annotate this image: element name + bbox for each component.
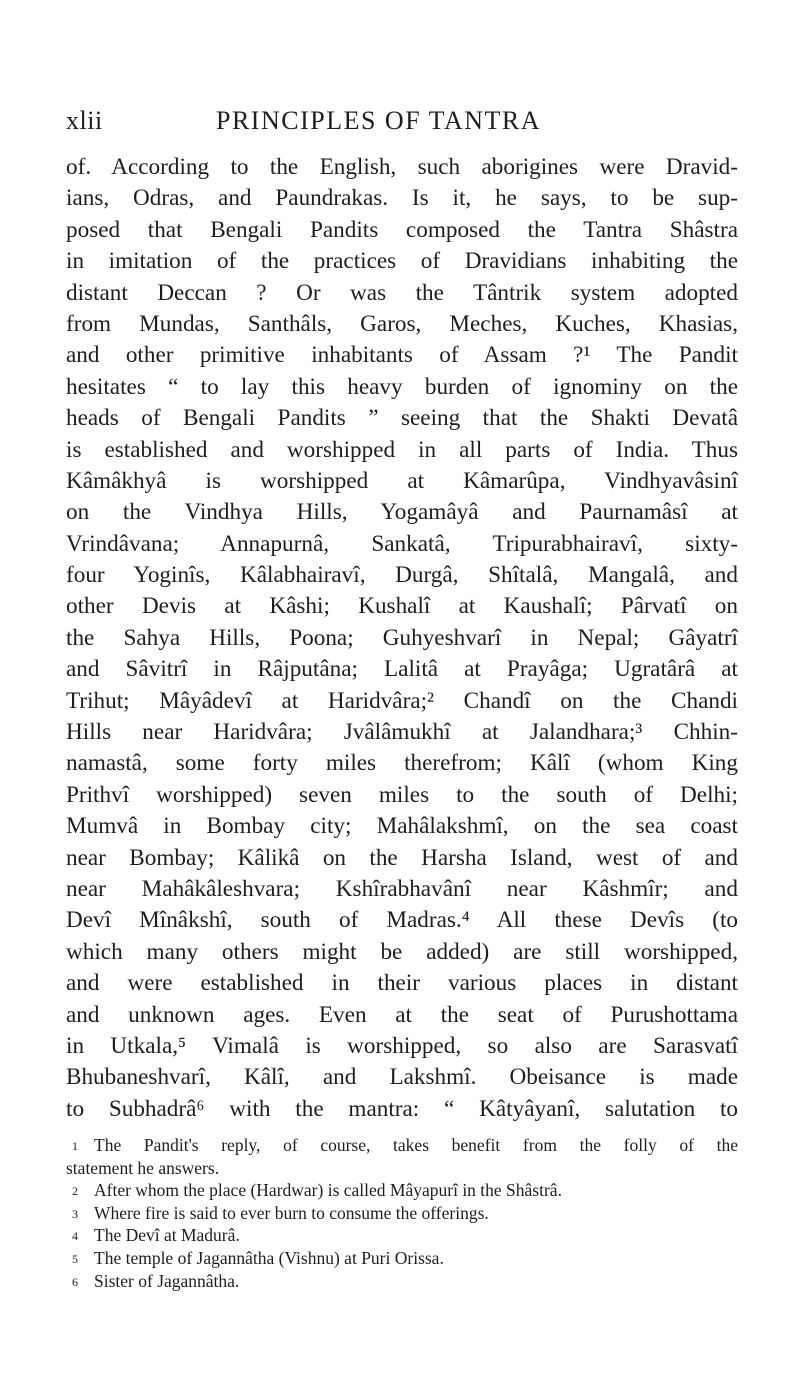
text-line: Devî Mînâkshî, south of Madras.⁴ All these Devîs (to	[66, 907, 738, 934]
text-line: namastâ, some forty miles therefrom; Kâlî (whom King	[66, 750, 738, 777]
text-line: which many others might be added) are still worshipped,	[66, 938, 738, 965]
footnote	[66, 1224, 738, 1247]
text-line: near Mahâkâleshvara; Kshîrabhavânî near Kâshmîr; and	[66, 875, 738, 902]
footnote-text: Where fire is said to ever burn to consume the offerings.	[94, 1202, 489, 1223]
text-line: and unknown ages. Even at the seat of Purushottama	[66, 1001, 738, 1028]
text-line: heads of Bengali Pandits ” seeing that the Shakti Devatâ	[66, 405, 738, 432]
text-line: Mumvâ in Bombay city; Mahâlakshmî, on the sea coast	[66, 813, 738, 840]
footnotes	[66, 1134, 738, 1292]
text-line: ians, Odras, and Paundrakas. Is it, he says, to be sup-	[66, 185, 738, 212]
text-line: Trihut; Mâyâdevî at Haridvâra;² Chandî on the Chandi	[66, 687, 738, 714]
footnote-marker: 3	[72, 1206, 78, 1221]
footnote	[66, 1179, 738, 1202]
text-line: four Yoginîs, Kâlabhairavî, Durgâ, Shîtalâ, Mangalâ, and	[66, 562, 738, 589]
text-line: from Mundas, Santhâls, Garos, Meches, Kuches, Khasias,	[66, 310, 738, 337]
text-line: and other primitive inhabitants of Assam ?¹ The Pandit	[66, 342, 738, 369]
footnote	[66, 1202, 738, 1225]
text-line: hesitates “ to lay this heavy burden of ignominy on the	[66, 373, 738, 400]
text-line: the Sahya Hills, Poona; Guhyeshvarî in Nepal; Gâyatrî	[66, 624, 738, 651]
text-line: posed that Bengali Pandits composed the Tantra Shâstra	[66, 216, 738, 243]
text-line: distant Deccan ? Or was the Tântrik system adopted	[66, 279, 738, 306]
footnote	[66, 1247, 738, 1270]
footnote-marker: 4	[72, 1229, 78, 1244]
text-line: of. According to the English, such aborigines were Dravid-	[66, 154, 738, 180]
text-line: near Bombay; Kâlikâ on the Harsha Island, west of and	[66, 844, 738, 871]
text-line: Prithvî worshipped) seven miles to the south of Delhi;	[66, 781, 738, 808]
page-number: xlii	[66, 106, 103, 135]
text-line: to Subhadrâ⁶ with the mantra: “ Kâtyâyanî, salutation to	[66, 1095, 738, 1122]
text-line: other Devis at Kâshi; Kushalî at Kaushalî; Pârvatî on	[66, 593, 738, 620]
text-line: on the Vindhya Hills, Yogamâyâ and Paurnamâsî at	[66, 499, 738, 526]
footnote-marker: 5	[72, 1251, 78, 1266]
footnote-marker: 1	[72, 1139, 78, 1153]
text-line: Hills near Haridvâra; Jvâlâmukhî at Jalandhara;³ Chhin-	[66, 719, 738, 746]
text-line: Bhubaneshvarî, Kâlî, and Lakshmî. Obeisance is made	[66, 1064, 738, 1091]
footnote-continuation: statement he answers.	[66, 1157, 220, 1178]
footnote	[66, 1270, 738, 1293]
text-line: in imitation of the practices of Dravidians inhabiting the	[66, 248, 738, 275]
footnote-text: The Devî at Madurâ.	[94, 1225, 240, 1246]
running-head	[66, 106, 741, 140]
body-text	[66, 152, 738, 1125]
text-line: in Utkala,⁵ Vimalâ is worshipped, so also are Sarasvatî	[66, 1032, 738, 1059]
footnote-marker: 2	[72, 1184, 78, 1199]
text-line: Vrindâvana; Annapurnâ, Sankatâ, Tripurabhairavî, sixty-	[66, 530, 738, 557]
footnote-text: The Pandit's reply, of course, takes benefit from the folly of the	[94, 1135, 738, 1155]
running-title: PRINCIPLES OF TANTRA	[216, 106, 542, 135]
text-line: and Sâvitrî in Râjputâna; Lalitâ at Prayâga; Ugratârâ at	[66, 656, 738, 683]
text-line: is established and worshipped in all parts of India. Thus	[66, 436, 738, 463]
footnote-text: After whom the place (Hardwar) is called Mâyapurî in the Shâstrâ.	[94, 1180, 562, 1201]
footnote-text: Sister of Jagannâtha.	[94, 1270, 240, 1291]
text-line: and were established in their various places in distant	[66, 970, 738, 997]
footnote	[66, 1134, 738, 1157]
text-line: Kâmâkhyâ is worshipped at Kâmarûpa, Vindhyavâsinî	[66, 467, 738, 494]
footnote-marker: 6	[72, 1274, 78, 1289]
footnote-text: The temple of Jagannâtha (Vishnu) at Puri Orissa.	[94, 1247, 444, 1268]
